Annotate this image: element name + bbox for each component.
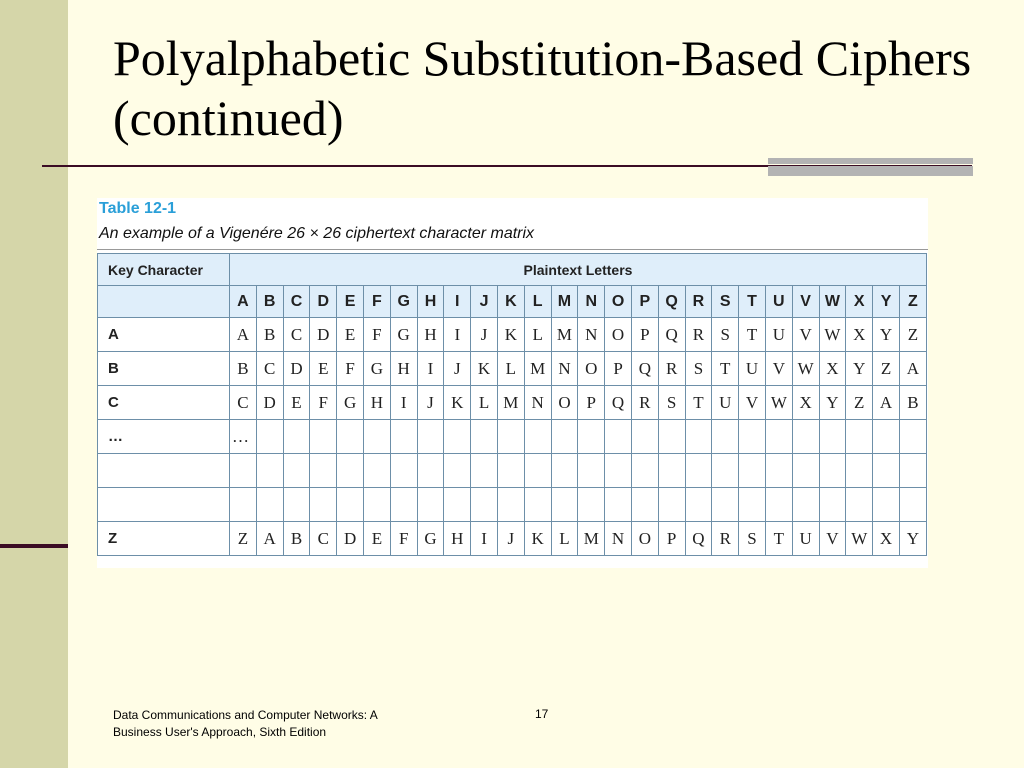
- cipher-cell: [578, 420, 605, 454]
- letter-header-e: E: [337, 286, 364, 318]
- cipher-cell: G: [363, 352, 390, 386]
- cipher-cell: V: [765, 352, 792, 386]
- cipher-cell: [444, 488, 471, 522]
- cipher-cell: O: [631, 522, 658, 556]
- cipher-cell: [846, 488, 873, 522]
- cipher-cell: T: [685, 386, 712, 420]
- cipher-cell: Y: [899, 522, 926, 556]
- key-character-cell: B: [98, 352, 230, 386]
- cipher-cell: [712, 420, 739, 454]
- plaintext-letters-header: Plaintext Letters: [230, 254, 927, 286]
- cipher-cell: I: [444, 318, 471, 352]
- cipher-cell: [444, 420, 471, 454]
- cipher-cell: X: [792, 386, 819, 420]
- table-row: [98, 522, 927, 556]
- cipher-cell: R: [712, 522, 739, 556]
- grey-accent-bars: [768, 158, 973, 178]
- cipher-cell: L: [471, 386, 498, 420]
- cipher-cell: P: [605, 352, 632, 386]
- cipher-cell: [605, 488, 632, 522]
- table-row: [98, 420, 927, 454]
- cipher-cell: [390, 420, 417, 454]
- cipher-cell: [792, 488, 819, 522]
- cipher-cell: Z: [899, 318, 926, 352]
- cipher-cell: S: [685, 352, 712, 386]
- cipher-cell: Z: [873, 352, 900, 386]
- slide-title: Polyalphabetic Substitution-Based Ciphers (continued): [113, 30, 972, 146]
- cipher-cell: [390, 454, 417, 488]
- cipher-cell: A: [899, 352, 926, 386]
- cipher-cell: T: [739, 318, 766, 352]
- cipher-cell: V: [819, 522, 846, 556]
- cipher-cell: N: [551, 352, 578, 386]
- cipher-cell: [658, 420, 685, 454]
- cipher-cell: B: [899, 386, 926, 420]
- letter-header-d: D: [310, 286, 337, 318]
- cipher-cell: [256, 420, 283, 454]
- cipher-cell: E: [283, 386, 310, 420]
- cipher-cell: [471, 420, 498, 454]
- letter-header-i: I: [444, 286, 471, 318]
- table-row: [98, 488, 927, 522]
- cipher-cell: M: [551, 318, 578, 352]
- cipher-cell: Y: [846, 352, 873, 386]
- cipher-cell: [471, 488, 498, 522]
- cipher-cell: Q: [685, 522, 712, 556]
- cipher-cell: O: [605, 318, 632, 352]
- letter-header-r: R: [685, 286, 712, 318]
- cipher-cell: [605, 420, 632, 454]
- cipher-cell: U: [765, 318, 792, 352]
- table-figure: [97, 198, 928, 568]
- caption-divider: [97, 249, 928, 250]
- cipher-cell: [230, 454, 257, 488]
- cipher-cell: M: [524, 352, 551, 386]
- cipher-cell: [685, 454, 712, 488]
- cipher-cell: I: [390, 386, 417, 420]
- cipher-cell: L: [524, 318, 551, 352]
- cipher-cell: [310, 488, 337, 522]
- cipher-cell: [873, 454, 900, 488]
- cipher-cell: R: [658, 352, 685, 386]
- cipher-cell: [444, 454, 471, 488]
- letter-header-w: W: [819, 286, 846, 318]
- cipher-cell: [792, 420, 819, 454]
- cipher-cell: R: [631, 386, 658, 420]
- cipher-cell: G: [417, 522, 444, 556]
- cipher-cell: [685, 488, 712, 522]
- cipher-cell: B: [230, 352, 257, 386]
- cipher-cell: K: [524, 522, 551, 556]
- cipher-cell: [899, 454, 926, 488]
- footer-citation: Data Communications and Computer Networks: A Business User's Approach, Sixth Edition: [113, 708, 378, 739]
- cipher-cell: X: [873, 522, 900, 556]
- cipher-cell: [497, 420, 524, 454]
- cipher-cell: Z: [846, 386, 873, 420]
- cipher-cell: F: [390, 522, 417, 556]
- cipher-cell: [337, 488, 364, 522]
- letter-header-x: X: [846, 286, 873, 318]
- cipher-cell: [685, 420, 712, 454]
- cipher-cell: L: [551, 522, 578, 556]
- key-character-cell: Z: [98, 522, 230, 556]
- cipher-cell: C: [230, 386, 257, 420]
- cipher-cell: I: [417, 352, 444, 386]
- table-row: [98, 352, 927, 386]
- cipher-cell: [631, 488, 658, 522]
- cipher-cell: Q: [631, 352, 658, 386]
- cipher-cell: [337, 454, 364, 488]
- table-row: [98, 386, 927, 420]
- key-character-cell: …: [98, 420, 230, 454]
- letter-header-j: J: [471, 286, 498, 318]
- cipher-cell: [417, 488, 444, 522]
- cipher-cell: S: [739, 522, 766, 556]
- cipher-cell: [792, 454, 819, 488]
- cipher-cell: O: [578, 352, 605, 386]
- cipher-cell: W: [819, 318, 846, 352]
- key-column-blank-header: [98, 286, 230, 318]
- cipher-cell: P: [631, 318, 658, 352]
- cipher-cell: H: [417, 318, 444, 352]
- cipher-cell: [765, 454, 792, 488]
- cipher-cell: W: [846, 522, 873, 556]
- cipher-cell: [578, 454, 605, 488]
- cipher-cell: [873, 420, 900, 454]
- cipher-cell: [363, 420, 390, 454]
- cipher-cell: [739, 488, 766, 522]
- cipher-cell: [256, 488, 283, 522]
- cipher-cell: L: [497, 352, 524, 386]
- key-character-cell: [98, 454, 230, 488]
- cipher-cell: D: [310, 318, 337, 352]
- cipher-cell: [417, 420, 444, 454]
- cipher-cell: K: [497, 318, 524, 352]
- key-character-cell: A: [98, 318, 230, 352]
- cipher-cell: [551, 420, 578, 454]
- cipher-cell: J: [497, 522, 524, 556]
- cipher-cell: P: [578, 386, 605, 420]
- cipher-cell: F: [310, 386, 337, 420]
- cipher-cell: Y: [873, 318, 900, 352]
- letter-header-k: K: [497, 286, 524, 318]
- cipher-cell: [712, 488, 739, 522]
- cipher-cell: O: [551, 386, 578, 420]
- cipher-cell: T: [712, 352, 739, 386]
- left-accent-line: [0, 544, 68, 548]
- letter-header-q: Q: [658, 286, 685, 318]
- cipher-cell: N: [605, 522, 632, 556]
- cipher-cell: N: [578, 318, 605, 352]
- cipher-cell: A: [230, 318, 257, 352]
- cipher-cell: E: [363, 522, 390, 556]
- cipher-cell: H: [363, 386, 390, 420]
- cipher-cell: [658, 488, 685, 522]
- cipher-cell: [283, 420, 310, 454]
- letter-header-o: O: [605, 286, 632, 318]
- cipher-cell: [230, 488, 257, 522]
- table-row: [98, 318, 927, 352]
- cipher-cell: J: [444, 352, 471, 386]
- cipher-cell: E: [337, 318, 364, 352]
- vigenere-table: [97, 253, 927, 556]
- cipher-cell: [739, 420, 766, 454]
- cipher-cell: …: [230, 420, 257, 454]
- cipher-cell: [283, 488, 310, 522]
- cipher-cell: Q: [658, 318, 685, 352]
- cipher-cell: Z: [230, 522, 257, 556]
- page-number: 17: [535, 707, 549, 721]
- cipher-cell: [712, 454, 739, 488]
- cipher-cell: [256, 454, 283, 488]
- cipher-cell: K: [444, 386, 471, 420]
- left-decorative-bar: [0, 0, 68, 768]
- cipher-cell: M: [497, 386, 524, 420]
- letter-header-y: Y: [873, 286, 900, 318]
- cipher-cell: [605, 454, 632, 488]
- cipher-cell: [363, 454, 390, 488]
- cipher-cell: W: [792, 352, 819, 386]
- cipher-cell: [765, 420, 792, 454]
- cipher-cell: C: [283, 318, 310, 352]
- cipher-cell: I: [471, 522, 498, 556]
- cipher-cell: H: [390, 352, 417, 386]
- cipher-cell: [497, 454, 524, 488]
- cipher-cell: [899, 488, 926, 522]
- cipher-cell: [631, 454, 658, 488]
- cipher-cell: [899, 420, 926, 454]
- cipher-cell: [551, 454, 578, 488]
- cipher-cell: D: [283, 352, 310, 386]
- cipher-cell: [363, 488, 390, 522]
- cipher-cell: U: [739, 352, 766, 386]
- letter-header-g: G: [390, 286, 417, 318]
- key-character-header: Key Character: [98, 254, 230, 286]
- cipher-cell: A: [256, 522, 283, 556]
- cipher-cell: [819, 420, 846, 454]
- cipher-cell: F: [337, 352, 364, 386]
- cipher-cell: Y: [819, 386, 846, 420]
- letter-header-l: L: [524, 286, 551, 318]
- letter-header-p: P: [631, 286, 658, 318]
- cipher-cell: [524, 420, 551, 454]
- cipher-cell: [337, 420, 364, 454]
- cipher-cell: V: [792, 318, 819, 352]
- cipher-cell: E: [310, 352, 337, 386]
- cipher-cell: [846, 420, 873, 454]
- cipher-cell: [524, 488, 551, 522]
- letter-header-v: V: [792, 286, 819, 318]
- cipher-cell: V: [739, 386, 766, 420]
- cipher-cell: [283, 454, 310, 488]
- cipher-cell: U: [712, 386, 739, 420]
- cipher-cell: [551, 488, 578, 522]
- cipher-cell: Q: [605, 386, 632, 420]
- cipher-cell: D: [256, 386, 283, 420]
- cipher-cell: A: [873, 386, 900, 420]
- key-character-cell: [98, 488, 230, 522]
- letter-header-f: F: [363, 286, 390, 318]
- cipher-cell: [310, 420, 337, 454]
- letter-header-a: A: [230, 286, 257, 318]
- cipher-cell: [846, 454, 873, 488]
- letter-header-t: T: [739, 286, 766, 318]
- cipher-cell: S: [712, 318, 739, 352]
- cipher-cell: C: [256, 352, 283, 386]
- cipher-cell: [819, 488, 846, 522]
- cipher-cell: [390, 488, 417, 522]
- cipher-cell: [497, 488, 524, 522]
- cipher-cell: X: [819, 352, 846, 386]
- letters-header-row: [98, 286, 927, 318]
- cipher-cell: [819, 454, 846, 488]
- cipher-cell: S: [658, 386, 685, 420]
- cipher-cell: U: [792, 522, 819, 556]
- cipher-cell: M: [578, 522, 605, 556]
- cipher-cell: [631, 420, 658, 454]
- cipher-cell: [524, 454, 551, 488]
- cipher-cell: J: [471, 318, 498, 352]
- table-body: [98, 318, 927, 556]
- table-row: [98, 454, 927, 488]
- cipher-cell: C: [310, 522, 337, 556]
- cipher-cell: F: [363, 318, 390, 352]
- cipher-cell: [765, 488, 792, 522]
- cipher-cell: G: [390, 318, 417, 352]
- cipher-cell: [658, 454, 685, 488]
- cipher-cell: N: [524, 386, 551, 420]
- cipher-cell: X: [846, 318, 873, 352]
- letter-header-z: Z: [899, 286, 926, 318]
- cipher-cell: B: [283, 522, 310, 556]
- cipher-cell: D: [337, 522, 364, 556]
- cipher-cell: [310, 454, 337, 488]
- cipher-cell: [578, 488, 605, 522]
- letter-header-n: N: [578, 286, 605, 318]
- cipher-cell: [873, 488, 900, 522]
- cipher-cell: R: [685, 318, 712, 352]
- cipher-cell: P: [658, 522, 685, 556]
- letter-header-h: H: [417, 286, 444, 318]
- cipher-cell: K: [471, 352, 498, 386]
- cipher-cell: T: [765, 522, 792, 556]
- cipher-cell: W: [765, 386, 792, 420]
- letter-header-u: U: [765, 286, 792, 318]
- letter-header-s: S: [712, 286, 739, 318]
- letter-header-c: C: [283, 286, 310, 318]
- cipher-cell: H: [444, 522, 471, 556]
- cipher-cell: B: [256, 318, 283, 352]
- cipher-cell: [471, 454, 498, 488]
- key-character-cell: C: [98, 386, 230, 420]
- letter-header-m: M: [551, 286, 578, 318]
- cipher-cell: [417, 454, 444, 488]
- cipher-cell: [739, 454, 766, 488]
- cipher-cell: J: [417, 386, 444, 420]
- cipher-cell: G: [337, 386, 364, 420]
- table-caption: An example of a Vigenére 26 × 26 ciphertext character matrix: [99, 225, 535, 242]
- table-label: Table 12-1: [99, 200, 177, 217]
- letter-header-b: B: [256, 286, 283, 318]
